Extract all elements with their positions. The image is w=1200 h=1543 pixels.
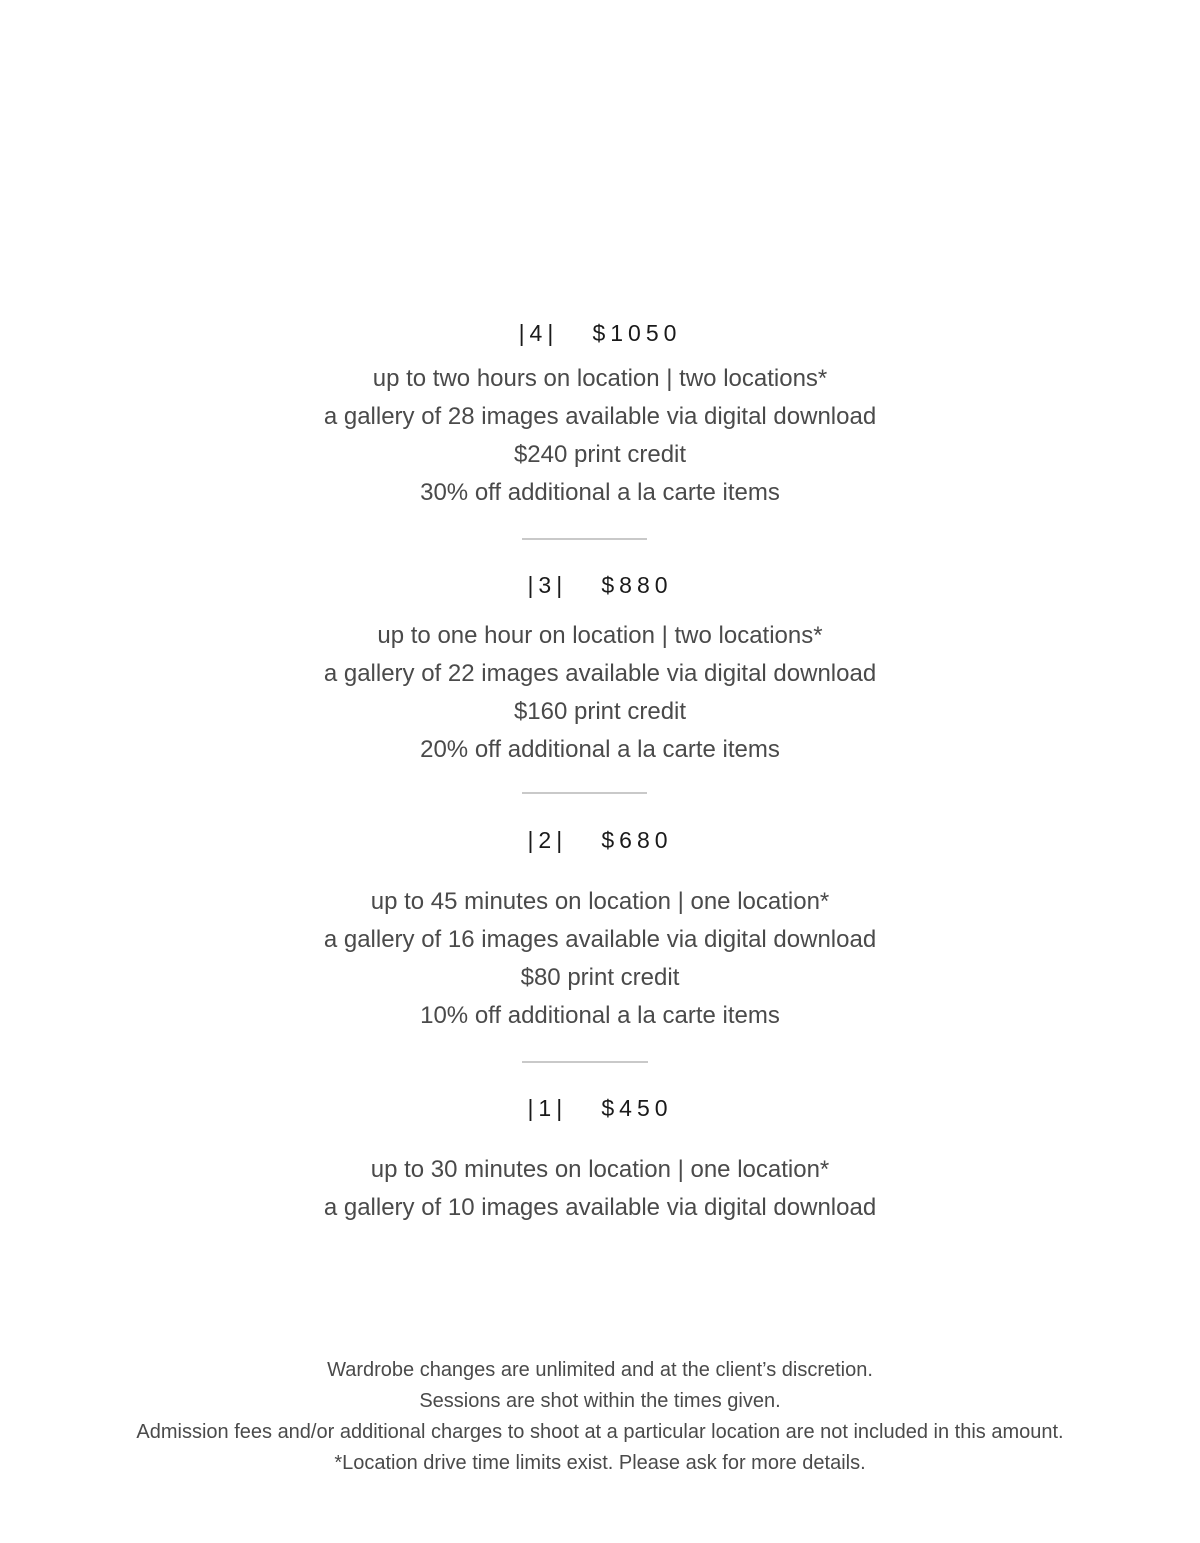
package-2 [0, 825, 1200, 1035]
footer-note-wardrobe: Wardrobe changes are unlimited and at the client’s discretion. [327, 1359, 873, 1381]
package-print-credit: $240 print credit [513, 441, 687, 468]
footer-note-drive-time: *Location drive time limits exist. Please ask for more details. [334, 1452, 866, 1474]
divider [522, 792, 647, 794]
package-gallery: a gallery of 16 images available via digital download [323, 926, 877, 953]
package-duration: up to 30 minutes on location | one location* [370, 1156, 830, 1183]
footer-note-sessions: Sessions are shot within the times given. [419, 1390, 781, 1412]
package-print-credit: $80 print credit [520, 964, 680, 991]
package-duration: up to two hours on location | two locations* [372, 365, 828, 392]
package-1 [0, 1093, 1200, 1227]
package-title: |4| $1050 [518, 320, 682, 346]
package-3 [0, 570, 1200, 769]
footer-notes [0, 1355, 1200, 1479]
package-gallery: a gallery of 28 images available via digital download [323, 403, 877, 430]
footer-note-fees: Admission fees and/or additional charges to shoot at a particular location are not included in this amount. [136, 1421, 1064, 1443]
package-discount: 10% off additional a la carte items [420, 1002, 780, 1029]
divider [522, 1061, 648, 1063]
package-discount: 20% off additional a la carte items [420, 736, 780, 763]
package-gallery: a gallery of 10 images available via digital download [323, 1194, 877, 1221]
package-print-credit: $160 print credit [513, 698, 687, 725]
package-title: |3| $880 [527, 572, 673, 598]
package-title: |1| $450 [527, 1095, 673, 1121]
divider [522, 538, 647, 540]
package-duration: up to 45 minutes on location | one location* [370, 888, 830, 915]
package-title: |2| $680 [527, 827, 673, 853]
package-discount: 30% off additional a la carte items [420, 479, 780, 506]
package-duration: up to one hour on location | two locations* [377, 622, 823, 649]
package-gallery: a gallery of 22 images available via digital download [323, 660, 877, 687]
package-4 [0, 318, 1200, 512]
